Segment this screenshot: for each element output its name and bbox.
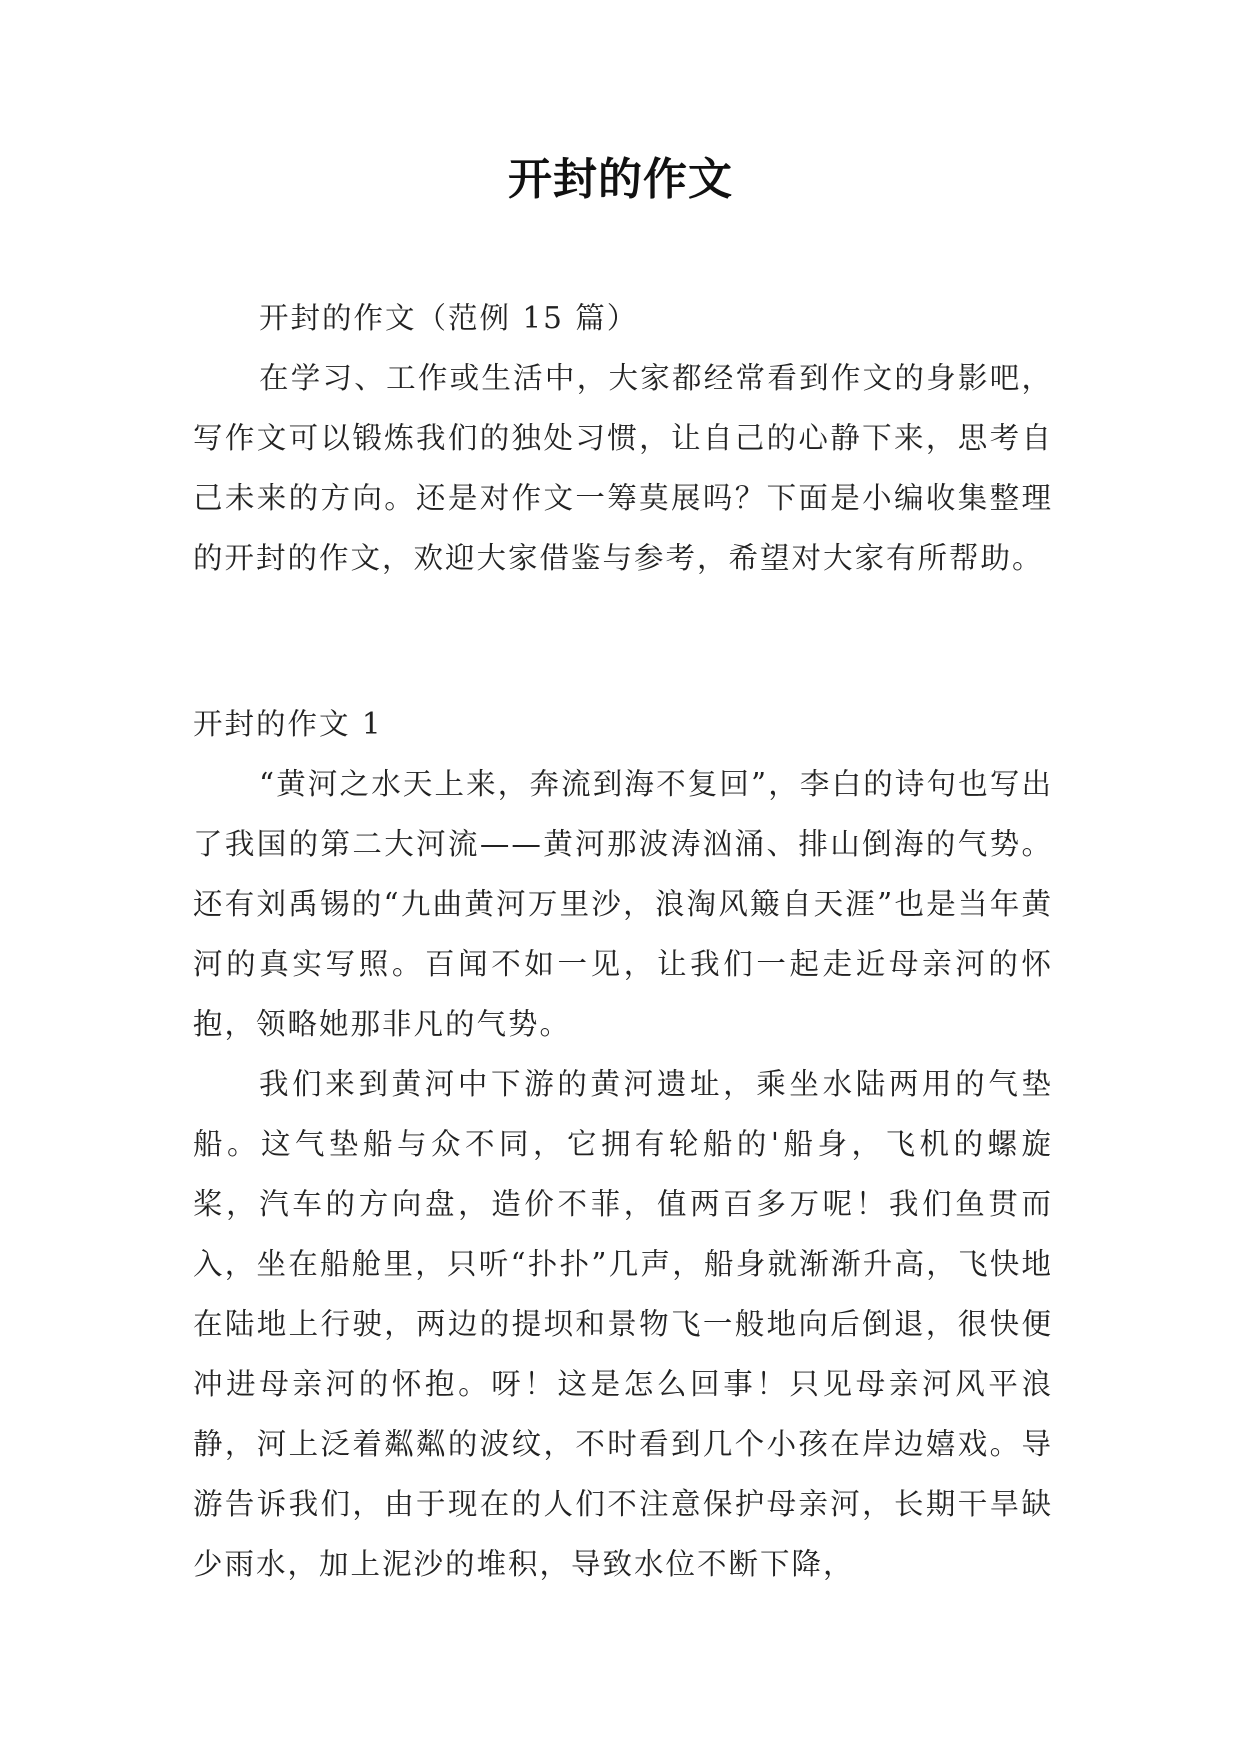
intro-block <box>193 288 1053 588</box>
section-1 <box>193 694 1053 1594</box>
section-paragraph: “黄河之水天上来，奔流到海不复回”，李白的诗句也写出了我国的第二大河流——黄河那波涛汹涌、排山倒海的气势。还有刘禹锡的“九曲黄河万里沙，浪淘风簸自天涯”也是当年黄河的真实写照。百闻不如一见，让我们一起走近母亲河的怀抱，领略她那非凡的气势。 <box>193 767 1053 1041</box>
document-title: 开封的作文 <box>508 154 733 205</box>
section-heading: 开封的作文 1 <box>193 707 383 741</box>
intro-paragraph: 在学习、工作或生活中，大家都经常看到作文的身影吧，写作文可以锻炼我们的独处习惯，让自己的心静下来，思考自己未来的方向。还是对作文一筹莫展吗？下面是小编收集整理的开封的作文，欢迎大家借鉴与参考，希望对大家有所帮助。 <box>193 361 1053 575</box>
document-subtitle: 开封的作文（范例 15 篇） <box>259 301 639 335</box>
section-paragraph: 我们来到黄河中下游的黄河遗址，乘坐水陆两用的气垫船。这气垫船与众不同，它拥有轮船的'船身，飞机的螺旋桨，汽车的方向盘，造价不菲，值两百多万呢！我们鱼贯而入，坐在船舱里，只听“扑扑”几声，船身就渐渐升高，飞快地在陆地上行驶，两边的提坝和景物飞一般地向后倒退，很快便冲进母亲河的怀抱。呀！这是怎么回事！只见母亲河风平浪静，河上泛着粼粼的波纹，不时看到几个小孩在岸边嬉戏。导游告诉我们，由于现在的人们不注意保护母亲河，长期干旱缺少雨水，加上泥沙的堆积，导致水位不断下降， <box>193 1067 1053 1581</box>
